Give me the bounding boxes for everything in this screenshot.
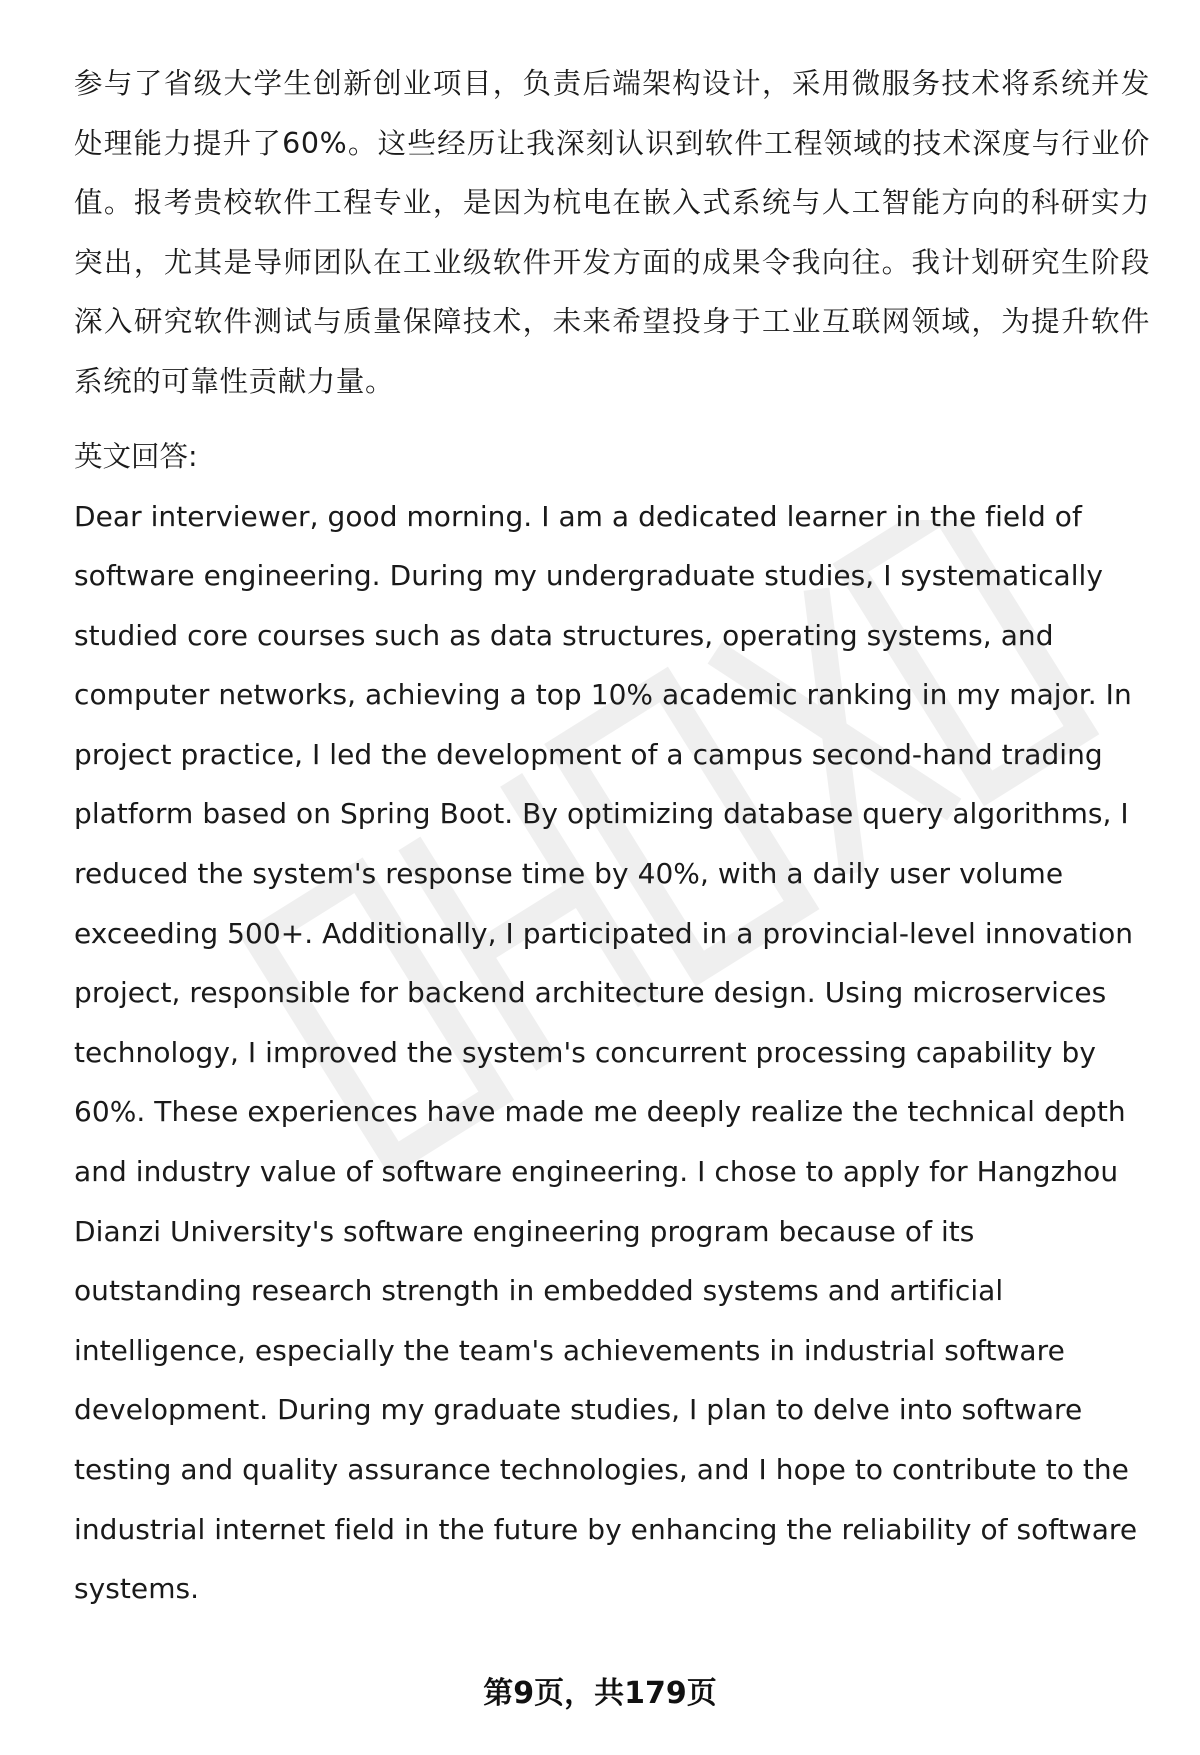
english-answer-paragraph: Dear interviewer, good morning. I am a dedicated learner in the field of software engineering. During my undergraduate studies, I systematically studied core courses such as data structures, operating systems, and computer networks, achieving a top 10% academic ranking in my major. In project practice, I led the development of a campus second-hand trading platform based on Spring Boot. By optimizing database query algorithms, I reduced the system's response time by 40%, with a daily user volume exceeding 500+. Additionally, I participated in a provincial-level innovation project, responsible for backend architecture design. Using microservices technology, I improved the system's concurrent processing capability by 60%. These experiences have made me deeply realize the technical depth and industry value of software engineering. I chose to apply for Hangzhou Dianzi University's software engineering program because of its outstanding research strength in embedded systems and artificial intelligence, especially the team's achievements in industrial software development. During my graduate studies, I plan to delve into software testing and quality assurance technologies, and I hope to contribute to the industrial internet field in the future by enhancing the reliability of software systems.: [74, 499, 1138, 1606]
page-number-footer: 第9页，共179页: [483, 1676, 717, 1711]
chinese-answer-paragraph: 参与了省级大学生创新创业项目，负责后端架构设计，采用微服务技术将系统并发处理能力提升了60%。这些经历让我深刻认识到软件工程领域的技术深度与行业价值。报考贵校软件工程专业，是因为杭电在嵌入式系统与人工智能方向的科研实力突出，尤其是导师团队在工业级软件开发方面的成果令我向往。我计划研究生阶段深入研究软件测试与质量保障技术，未来希望投身于工业互联网领域，为提升软件系统的可靠性贡献力量。: [74, 67, 1150, 398]
english-answer-heading: 英文回答:: [74, 440, 198, 473]
document-body: [74, 54, 1150, 1619]
